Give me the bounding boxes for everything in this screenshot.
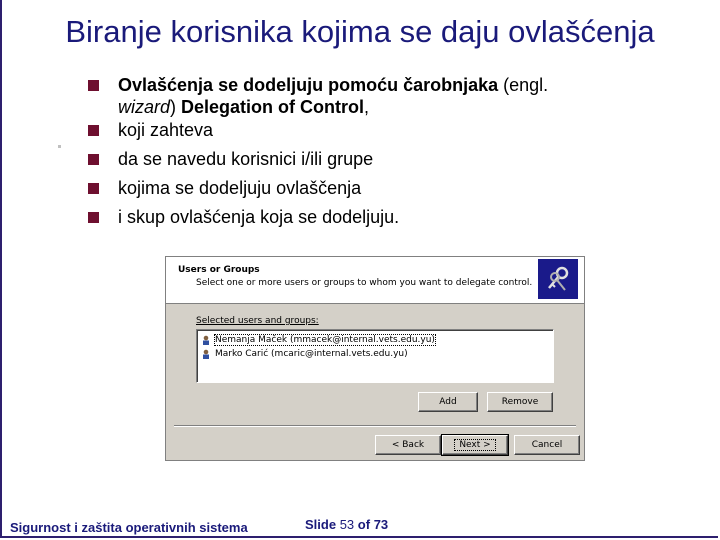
next-button[interactable] [442,435,508,455]
slide-title: Biranje korisnika kojima se daju ovlašćenja [65,14,655,49]
wizard-header-title: Users or Groups [178,265,260,275]
bullet-text-italic: wizard [118,97,171,117]
bullet-text-bold: Ovlašćenja se dodeljuju pomoću čarobnjaka [118,75,499,95]
delegation-wizard-dialog [165,256,585,461]
list-item[interactable] [201,348,408,360]
bullet-square-icon [88,212,99,223]
bullet-square-icon [88,80,99,91]
next-button-label: Next > [455,440,494,450]
selected-users-listbox[interactable] [196,329,554,383]
user-icon [201,349,211,359]
slide-number: 53 [339,517,355,532]
remove-button-label: Remove [501,397,539,407]
bullet-square-icon [88,154,99,165]
user-icon [201,335,211,345]
cancel-button[interactable] [514,435,580,455]
divider [174,425,576,427]
bullet-item [88,206,688,228]
bullet-item [88,119,688,141]
bullet-text: ) [170,97,182,117]
list-item[interactable] [201,334,435,346]
bullet-text-bold: Delegation of Control [181,97,365,117]
add-button-label: Add [439,397,457,407]
keys-icon [538,259,578,299]
slide-of-label: of [357,517,371,532]
footer-slide-counter [305,517,388,532]
footer-course-title: Sigurnost i zaštita operativnih sistema [10,520,248,535]
bullet-text: (engl. [498,75,549,95]
bullet-square-icon [88,125,99,136]
add-button[interactable] [418,392,478,412]
cancel-button-label: Cancel [531,440,563,450]
slide-total: 73 [373,517,389,532]
bullet-text: kojima se dodeljuju ovlaščenja [118,178,362,198]
bullet-item [88,177,688,199]
user-entry-text: Marko Carić (mcaric@internal.vets.edu.yu) [215,349,408,359]
bullet-text: , [364,97,370,117]
bullet-text: da se navedu korisnici i/ili grupe [118,149,374,169]
bullet-item [88,148,688,170]
bullet-text: koji zahteva [118,120,214,140]
wizard-header [166,257,584,304]
wizard-header-subtitle: Select one or more users or groups to whom you want to delegate control. [196,278,533,288]
bullet-item [88,74,688,118]
bullet-square-icon [88,183,99,194]
bullet-text: i skup ovlašćenja koja se dodeljuju. [118,207,400,227]
slide-label: Slide [305,517,337,532]
back-button[interactable] [375,435,441,455]
decorative-dot [58,145,61,148]
remove-button[interactable] [487,392,553,412]
bullet-list [88,74,688,235]
user-entry-text: Nemanja Maček (mmacek@internal.vets.edu.yu) [215,335,435,345]
back-button-label: < Back [391,440,425,450]
selected-users-label: Selected users and groups: [196,316,319,326]
